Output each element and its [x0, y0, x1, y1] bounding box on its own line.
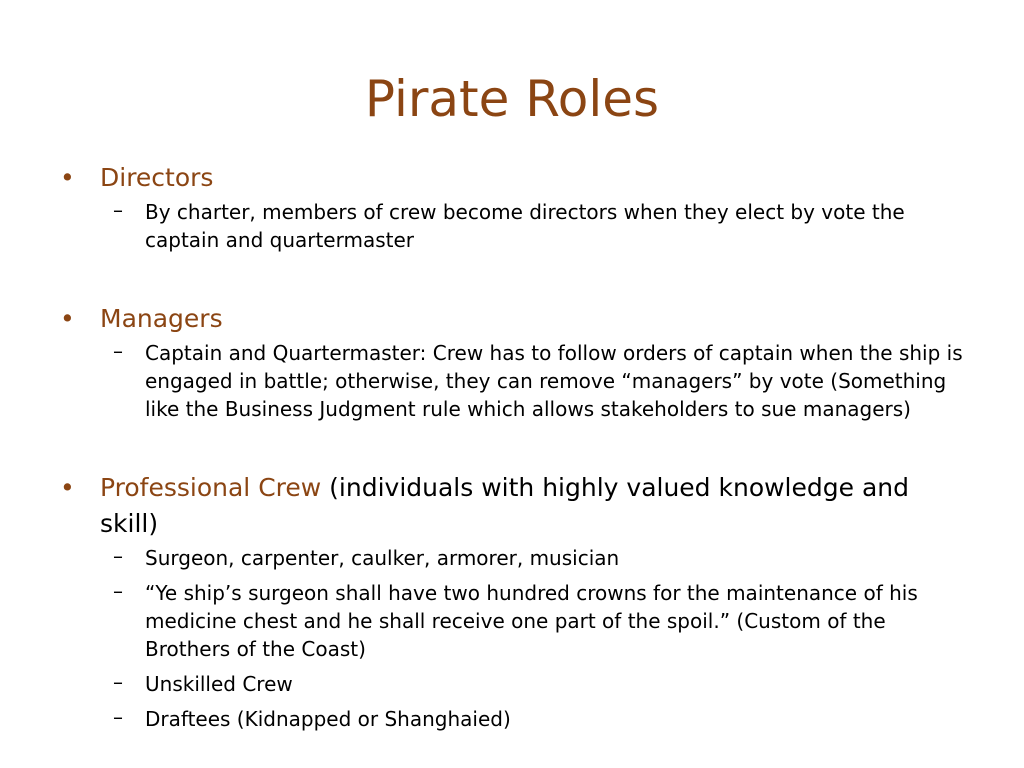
- bullet-heading: Professional Crew: [100, 473, 322, 502]
- bullet-managers: [60, 301, 970, 337]
- sub-item: [60, 198, 970, 254]
- bullet-dot: •: [60, 163, 75, 192]
- bullet-dot: •: [60, 473, 75, 502]
- sub-item-text: Captain and Quartermaster: Crew has to follow orders of captain when the ship is engaged in battle; otherwise, they can remove “managers” by vote (Something like the Business Judgment rule which allows stakeholders to sue managers): [145, 341, 963, 421]
- sub-item: [60, 544, 970, 572]
- sub-list-professional-crew: [60, 544, 970, 733]
- sub-list-directors: [60, 198, 970, 254]
- bullet-heading: Directors: [100, 163, 214, 192]
- dash-marker: –: [113, 339, 123, 363]
- dash-marker: –: [113, 544, 123, 568]
- sub-list-managers: [60, 339, 970, 423]
- sub-item: [60, 579, 970, 663]
- dash-marker: –: [113, 705, 123, 729]
- bullet-dot: •: [60, 304, 75, 333]
- sub-item-text: Surgeon, carpenter, caulker, armorer, musician: [145, 546, 620, 570]
- dash-marker: –: [113, 198, 123, 222]
- sub-item-text: Unskilled Crew: [145, 672, 293, 696]
- bullet-professional-crew: [60, 470, 970, 542]
- sub-item-text: By charter, members of crew become directors when they elect by vote the captain and quartermaster: [145, 200, 905, 252]
- bullet-heading: Managers: [100, 304, 223, 333]
- slide-content: [60, 160, 970, 740]
- sub-item: [60, 670, 970, 698]
- bullet-paren-note: (individuals with highly valued knowledge and skill): [100, 473, 909, 538]
- bullet-directors: [60, 160, 970, 196]
- dash-marker: –: [113, 670, 123, 694]
- slide-title: Pirate Roles: [364, 70, 660, 128]
- sub-item: [60, 705, 970, 733]
- sub-item-text: Draftees (Kidnapped or Shanghaied): [145, 707, 511, 731]
- sub-item: [60, 339, 970, 423]
- dash-marker: –: [113, 579, 123, 603]
- sub-item-text: “Ye ship’s surgeon shall have two hundred crowns for the maintenance of his medicine chest and he shall receive one part of the spoil.” (Custom of the Brothers of the Coast): [145, 581, 918, 661]
